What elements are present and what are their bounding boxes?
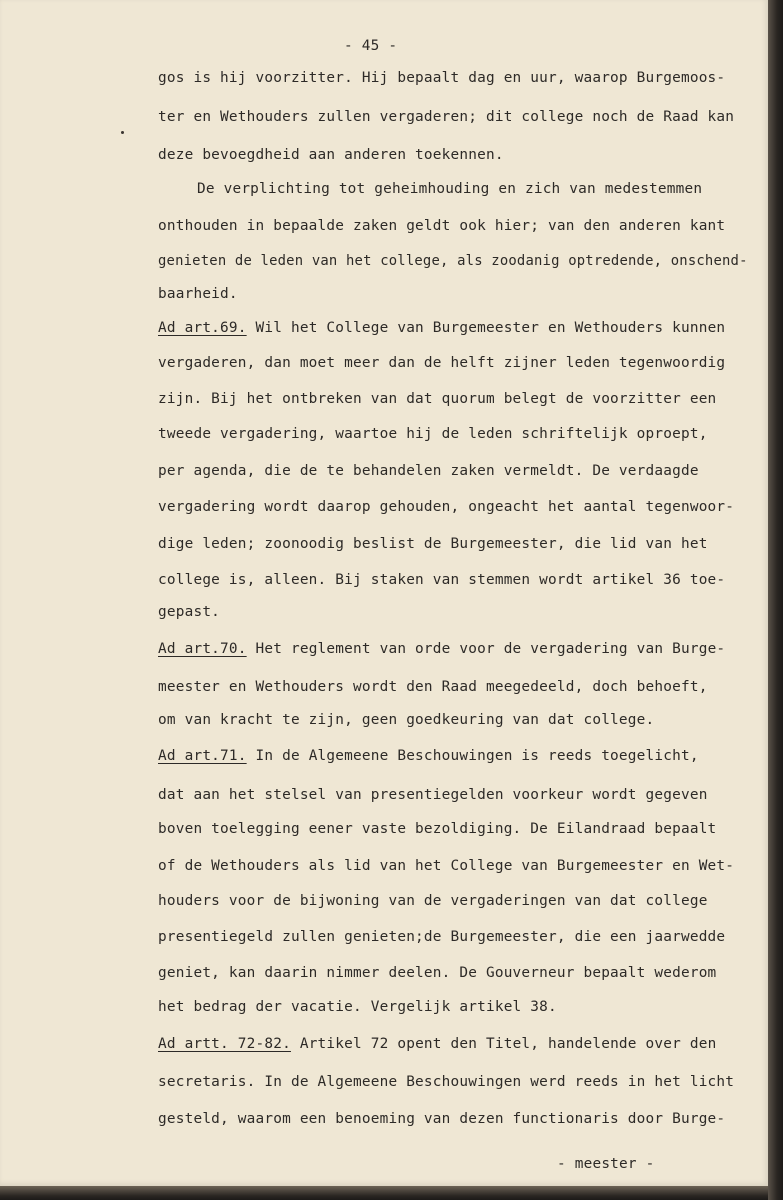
text-line: boven toelegging eener vaste bezoldiging. De Eilandraad bepaalt: [158, 821, 717, 837]
catchword: - meester -: [557, 1156, 655, 1172]
text-line: tweede vergadering, waartoe hij de leden schriftelijk oproept,: [158, 426, 708, 442]
page-bottom-edge: [0, 1186, 768, 1200]
text-line: gesteld, waarom een benoeming van dezen functionaris door Burge-: [158, 1111, 726, 1127]
text-line: gos is hij voorzitter. Hij bepaalt dag en uur, waarop Burgemoos-: [158, 70, 726, 86]
paragraph-art-69: Ad art.69. Wil het College van Burgemeester en Wethouders kunnen: [158, 320, 726, 336]
text-line: vergadering wordt daarop gehouden, ongeacht het aantal tegenwoor-: [158, 499, 735, 515]
page-edge: [768, 0, 783, 1200]
text-line: het bedrag der vacatie. Vergelijk artikel 38.: [158, 999, 557, 1015]
text-line: De verplichting tot geheimhouding en zich van medestemmen: [197, 181, 703, 197]
binding-dot: [121, 131, 124, 134]
paragraph-art-70: Ad art.70. Het reglement van orde voor de vergadering van Burge-: [158, 641, 726, 657]
text-line: zijn. Bij het ontbreken van dat quorum belegt de voorzitter een: [158, 391, 717, 407]
text-line: presentiegeld zullen genieten;de Burgemeester, die een jaarwedde: [158, 929, 726, 945]
article-label: Ad artt. 72-82.: [158, 1036, 291, 1052]
article-label: Ad art.69.: [158, 320, 247, 336]
text-line: vergaderen, dan moet meer dan de helft zijner leden tegenwoordig: [158, 355, 726, 371]
text-line: dige leden; zoonoodig beslist de Burgemeester, die lid van het: [158, 536, 708, 552]
text-line: of de Wethouders als lid van het College van Burgemeester en Wet-: [158, 858, 735, 874]
text-line: gepast.: [158, 604, 221, 620]
paragraph-art-71: Ad art.71. In de Algemeene Beschouwingen is reeds toegelicht,: [158, 748, 699, 764]
text-line: meester en Wethouders wordt den Raad meegedeeld, doch behoeft,: [158, 679, 708, 695]
page-number: - 45 -: [344, 38, 398, 54]
text-line: per agenda, die de te behandelen zaken vermeldt. De verdaagde: [158, 463, 699, 479]
article-label: Ad art.70.: [158, 641, 247, 657]
text-line: genieten de leden van het college, als zoodanig optredende, onschend-: [158, 253, 748, 269]
text-line: dat aan het stelsel van presentiegelden voorkeur wordt gegeven: [158, 787, 708, 803]
text-line: ter en Wethouders zullen vergaderen; dit college noch de Raad kan: [158, 109, 735, 125]
text-line: geniet, kan daarin nimmer deelen. De Gouverneur bepaalt wederom: [158, 965, 717, 981]
text-line: baarheid.: [158, 286, 238, 302]
paragraph-art-72-82: Ad artt. 72-82. Artikel 72 opent den Titel, handelende over den: [158, 1036, 717, 1052]
text-line: college is, alleen. Bij staken van stemmen wordt artikel 36 toe-: [158, 572, 726, 588]
text-line: deze bevoegdheid aan anderen toekennen.: [158, 147, 504, 163]
text-line: om van kracht te zijn, geen goedkeuring van dat college.: [158, 712, 655, 728]
text-line: secretaris. In de Algemeene Beschouwingen werd reeds in het licht: [158, 1074, 735, 1090]
article-label: Ad art.71.: [158, 748, 247, 764]
text-line: houders voor de bijwoning van de vergaderingen van dat college: [158, 893, 708, 909]
text-line: onthouden in bepaalde zaken geldt ook hier; van den anderen kant: [158, 218, 726, 234]
